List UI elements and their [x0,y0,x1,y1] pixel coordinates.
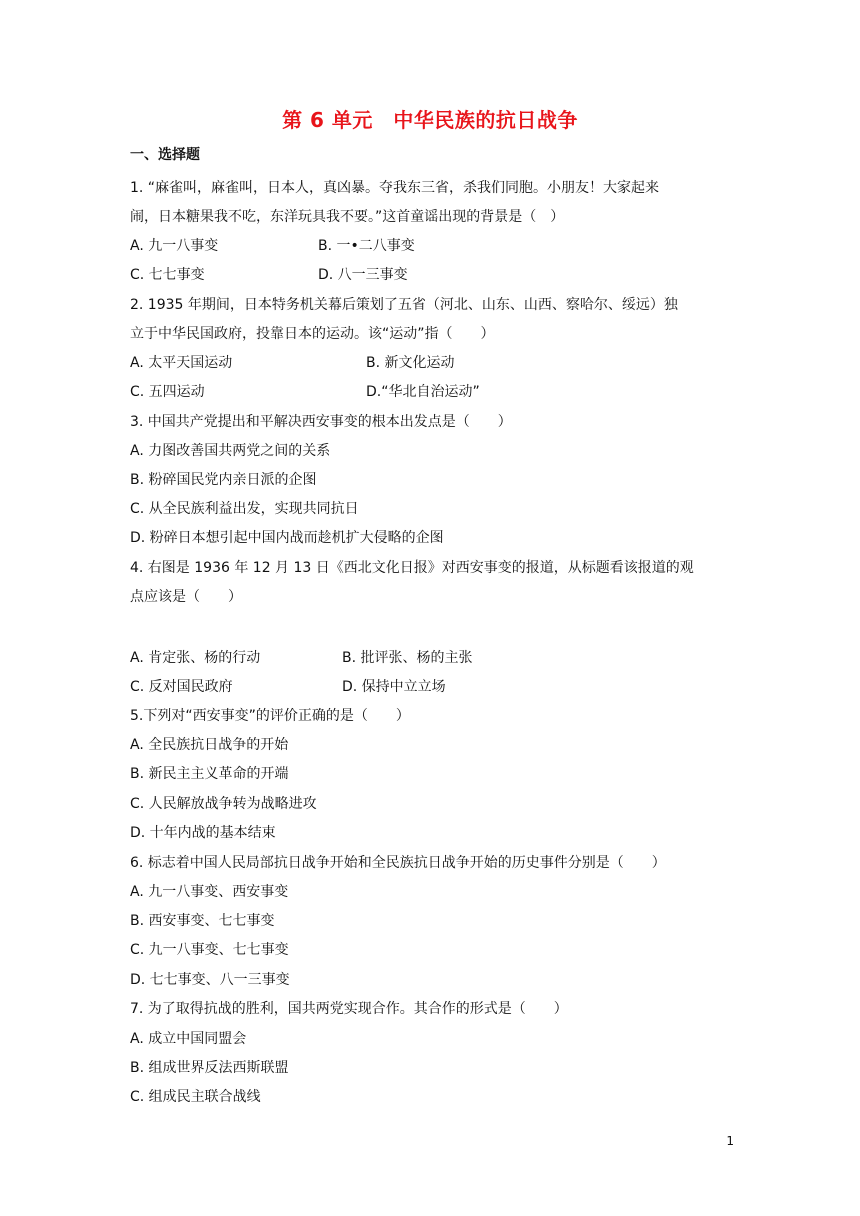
question-2-option-d: D.“华北自治运动” [366,384,480,400]
section-heading: 一、选择题 [130,147,200,163]
question-4-line-1: 4. 右图是 1936 年 12 月 13 日《西北文化日报》对西安事变的报道，从标题看该报道的观 [130,560,694,576]
question-1-option-c: C. 七七事变 [130,267,205,283]
question-2-option-b: B. 新文化运动 [366,355,455,371]
question-1-option-d: D. 八一三事变 [318,267,408,283]
question-5-option-a: A. 全民族抗日战争的开始 [130,737,289,753]
question-5-line-1: 5.下列对“西安事变”的评价正确的是（ ） [130,708,410,724]
question-3-option-c: C. 从全民族利益出发，实现共同抗日 [130,501,359,517]
question-2-option-a: A. 太平天国运动 [130,355,233,371]
question-3-option-d: D. 粉碎日本想引起中国内战而趁机扩大侵略的企图 [130,530,444,546]
question-1-option-b: B. 一•二八事变 [318,238,415,254]
page-number: 1 [726,1134,734,1148]
question-3-line-1: 3. 中国共产党提出和平解决西安事变的根本出发点是（ ） [130,414,512,430]
question-2-option-c: C. 五四运动 [130,384,205,400]
question-6-line-1: 6. 标志着中国人民局部抗日战争开始和全民族抗日战争开始的历史事件分别是（ ） [130,855,666,871]
question-6-option-b: B. 西安事变、七七事变 [130,913,275,929]
page-title: 第 6 单元 中华民族的抗日战争 [282,108,578,132]
question-6-option-a: A. 九一八事变、西安事变 [130,884,289,900]
question-6-option-d: D. 七七事变、八一三事变 [130,972,290,988]
question-2-line-1: 2. 1935 年期间，日本特务机关幕后策划了五省（河北、山东、山西、察哈尔、绥远）独 [130,297,678,313]
question-3-option-a: A. 力图改善国共两党之间的关系 [130,443,331,459]
question-7-option-b: B. 组成世界反法西斯联盟 [130,1060,289,1076]
question-5-option-c: C. 人民解放战争转为战略进攻 [130,796,317,812]
question-1-option-a: A. 九一八事变 [130,238,219,254]
question-5-option-b: B. 新民主主义革命的开端 [130,766,289,782]
question-7-line-1: 7. 为了取得抗战的胜利，国共两党实现合作。其合作的形式是（ ） [130,1001,568,1017]
question-2-line-2: 立于中华民国政府，投靠日本的运动。该“运动”指（ ） [130,326,495,342]
question-4-line-2: 点应该是（ ） [130,589,242,605]
question-6-option-c: C. 九一八事变、七七事变 [130,942,289,958]
question-4-option-d: D. 保持中立立场 [342,679,446,695]
question-1-line-2: 闹，日本糖果我不吃，东洋玩具我不要。”这首童谣出现的背景是（ ） [130,209,565,225]
question-5-option-d: D. 十年内战的基本结束 [130,825,276,841]
question-1-line-1: 1. “麻雀叫，麻雀叫，日本人，真凶暴。夺我东三省，杀我们同胞。小朋友！大家起来 [130,180,660,196]
question-4-option-b: B. 批评张、杨的主张 [342,650,473,666]
question-7-option-a: A. 成立中国同盟会 [130,1031,247,1047]
question-4-option-a: A. 肯定张、杨的行动 [130,650,261,666]
question-4-option-c: C. 反对国民政府 [130,679,233,695]
question-7-option-c: C. 组成民主联合战线 [130,1089,261,1105]
question-3-option-b: B. 粉碎国民党内亲日派的企图 [130,472,317,488]
